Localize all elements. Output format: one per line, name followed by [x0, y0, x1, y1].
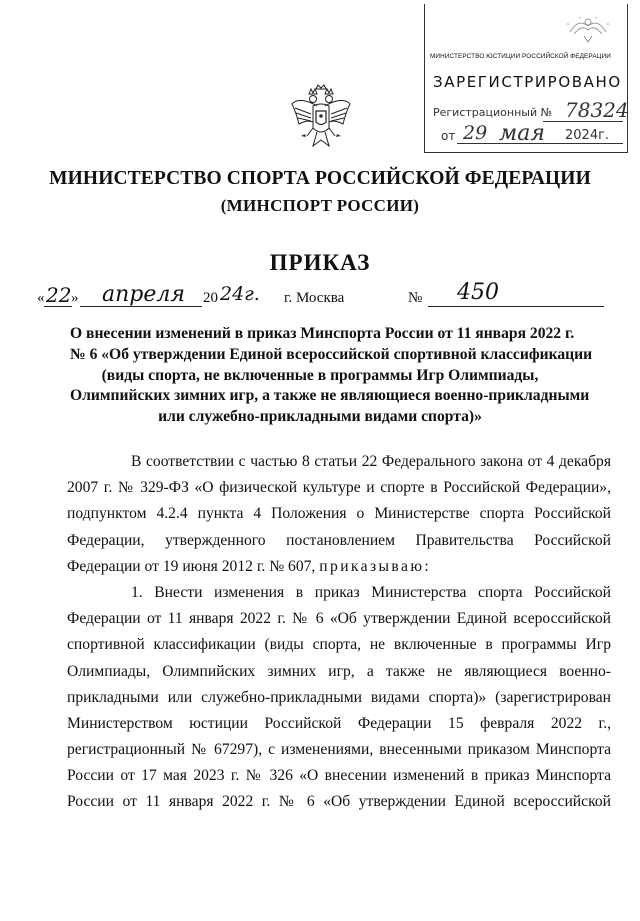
body-line: прикладными или служебно-прикладными видами спорта)» (зарегистрирован: [67, 688, 611, 706]
body-line: регистрационный № 67297), с изменениями, внесенными приказом Минспорта: [67, 741, 611, 759]
body-line: Федерации, утвержденного постановлением Правительства Российской: [67, 531, 611, 549]
subject-line: № 6 «Об утверждении Единой всероссийской спортивной классификации: [70, 345, 593, 363]
ministry-short-name: (МИНСПОРТ РОССИИ): [220, 196, 420, 215]
order-number-underline: [428, 306, 604, 307]
subject-line: или служебно-прикладными видами спорта)»: [158, 408, 482, 426]
body-line: подпунктом 4.2.4 пункта 4 Положения о Министерстве спорта Российской: [67, 505, 611, 523]
order-number-label: №: [408, 290, 423, 306]
ministry-title: МИНИСТЕРСТВО СПОРТА РОССИЙСКОЙ ФЕДЕРАЦИИ: [49, 168, 591, 189]
order-body: [67, 449, 611, 816]
order-date-line: [30, 280, 630, 310]
order-date-year-prefix: 20: [203, 290, 218, 306]
body-line: 1. Внести изменения в приказ Министерства спорта Российской: [131, 583, 611, 601]
stamp-registration-number: 78324: [565, 98, 629, 122]
order-number: 450: [457, 280, 499, 305]
body-line: В соответствии с частью 8 статьи 22 Федерального закона от 4 декабря: [131, 453, 611, 470]
subject-line: (виды спорта, не включенные в программы Игр Олимпиады,: [101, 366, 539, 384]
order-date-day: 22: [46, 283, 72, 307]
subject-line: Олимпийских зимних игр, а также не являющиеся военно-прикладными: [70, 387, 590, 405]
subject-line: О внесении изменений в приказ Минспорта России от 11 января 2022 г.: [70, 325, 575, 342]
body-line: России от 11 января 2022 г. № 6 «Об утверждении Единой всероссийской: [67, 793, 611, 811]
date-quote-close: »: [71, 290, 79, 306]
date-quote-open: «: [37, 290, 45, 306]
stamp-registration-label: Регистрационный №: [433, 106, 553, 119]
body-line: Федерации от 11 января 2022 г. № 6 «Об утверждении Единой всероссийской: [67, 610, 611, 628]
stamp-ministry-name: МИНИСТЕРСТВО ЮСТИЦИИ РОССИЙСКОЙ ФЕДЕРАЦИИ: [430, 53, 611, 60]
order-subject: [70, 324, 593, 428]
body-line: спортивной классификации (виды спорта, не включенные в программы Игр: [67, 636, 611, 654]
stamp-date-year: 2024г.: [565, 128, 610, 143]
body-line-last: [67, 554, 611, 580]
stamp-date-line: [433, 121, 623, 146]
body-line: 2007 г. № 329-ФЗ «О физической культуре и спорте в Российской Федерации»,: [67, 479, 611, 497]
order-directive: приказываю:: [319, 557, 432, 575]
order-city: г. Москва: [284, 290, 345, 306]
order-date-year-handwritten: 24г.: [220, 283, 260, 305]
stamp-registered-label: ЗАРЕГИСТРИРОВАНО: [433, 73, 622, 91]
stamp-emblem-icon: [560, 12, 616, 44]
body-line: России от 17 мая 2023 г. № 326 «О внесении изменений в приказ Минспорта: [67, 767, 611, 785]
body-line: Министерством юстиции Российской Федерации 15 февраля 2022 г.,: [67, 714, 611, 732]
body-line-prefix: Федерации от 19 июня 2012 г. № 607,: [67, 557, 316, 575]
order-title: ПРИКАЗ: [269, 250, 371, 275]
stamp-date-prefix: от: [441, 129, 456, 143]
order-date-month: апреля: [102, 282, 185, 307]
body-line: Олимпиады, Олимпийских зимних игр, а также не являющиеся военно-: [67, 662, 611, 680]
stamp-date-month: мая: [499, 121, 545, 146]
coat-of-arms-icon: [289, 84, 353, 154]
stamp-date-day: 29: [463, 122, 488, 144]
